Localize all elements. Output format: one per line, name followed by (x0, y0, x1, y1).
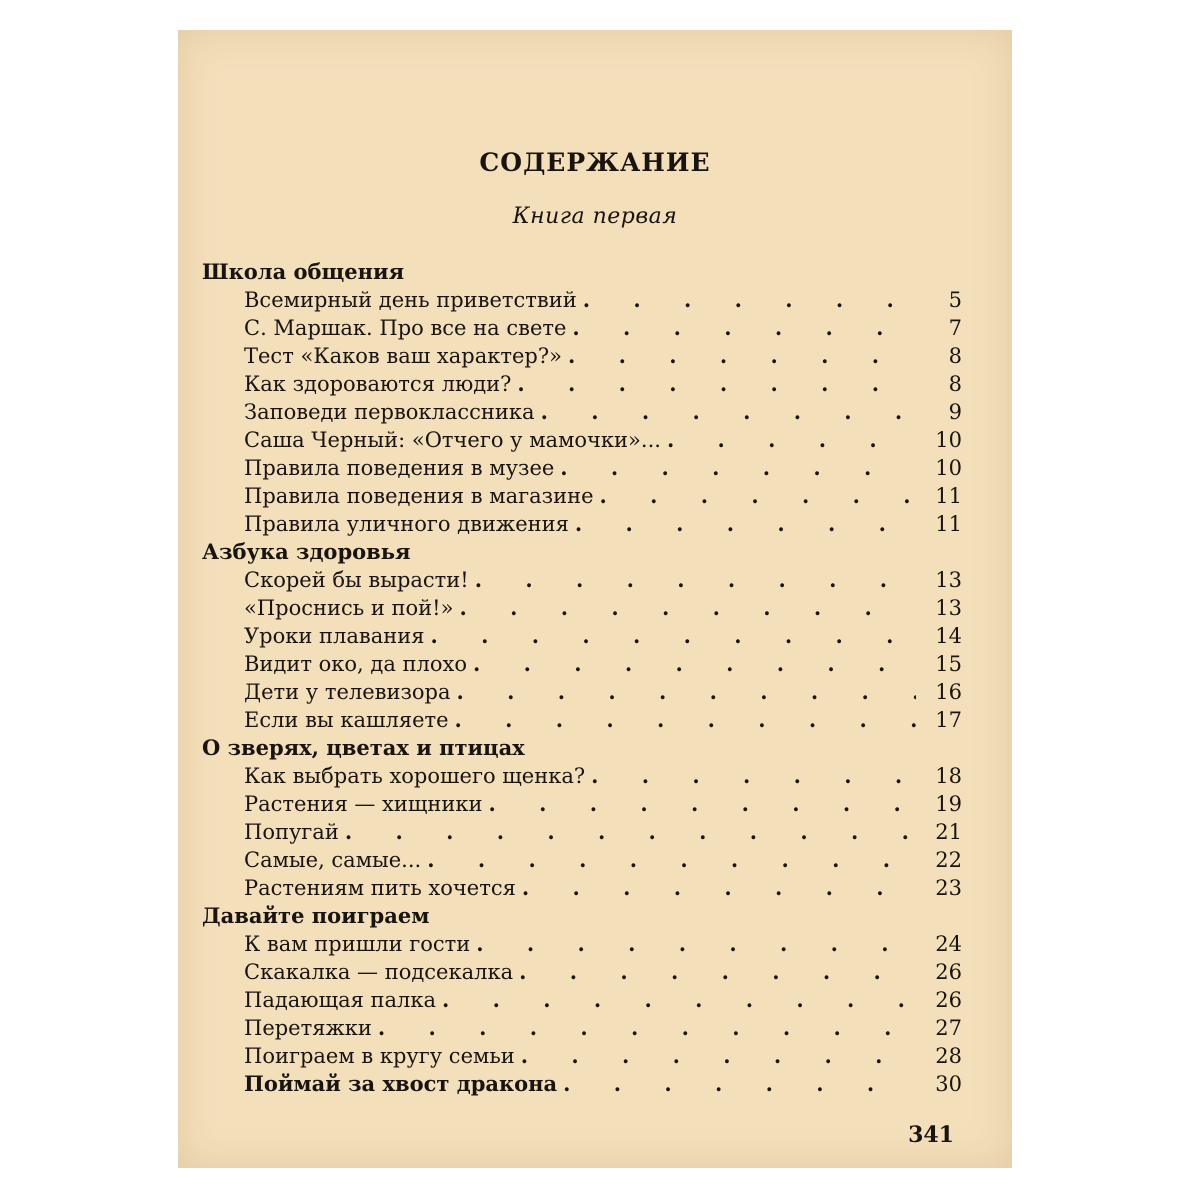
page-title: СОДЕРЖАНИЕ (479, 148, 711, 177)
entry-page: 5 (948, 288, 962, 312)
dot-leader (431, 622, 917, 650)
dot-leader (473, 650, 916, 678)
entry-page: 8 (948, 372, 962, 396)
toc-entry (202, 874, 962, 902)
toc-entry (202, 678, 962, 706)
entry-title: Как выбрать хорошего щенка? (244, 764, 586, 788)
entry-page: 17 (935, 708, 962, 732)
toc-entry (202, 846, 962, 874)
toc-entry (202, 650, 962, 678)
entry-title: Перетяжки (244, 1016, 372, 1040)
entry-page: 13 (935, 568, 962, 592)
dot-leader (517, 370, 916, 398)
dot-leader (519, 958, 916, 986)
toc-entry (202, 986, 962, 1014)
entry-page: 10 (935, 428, 962, 452)
dot-leader (572, 314, 916, 342)
dot-leader (541, 398, 916, 426)
entry-title: «Проснись и пой!» (244, 596, 454, 620)
entry-title: Скорей бы вырасти! (244, 568, 469, 592)
entry-page: 18 (935, 764, 962, 788)
entry-page: 24 (935, 932, 962, 956)
entry-title: Как здороваются люди? (244, 372, 512, 396)
entry-title: Падающая палка (244, 988, 437, 1012)
entry-title: Правила уличного движения (244, 512, 569, 536)
dot-leader (560, 454, 916, 482)
entry-title: Поймай за хвост дракона (244, 1071, 558, 1096)
entry-title: Всемирный день приветствий (244, 288, 577, 312)
toc-entry (202, 566, 962, 594)
toc-entry (202, 314, 962, 342)
table-of-contents (202, 258, 962, 1098)
dot-leader (521, 1042, 916, 1070)
dot-leader (591, 762, 916, 790)
entry-page: 16 (935, 680, 962, 704)
entry-title: Правила поведения в магазине (244, 484, 594, 508)
toc-entry (202, 342, 962, 370)
entry-page: 11 (935, 484, 962, 508)
entry-title: Правила поведения в музее (244, 456, 555, 480)
toc-entry (202, 1042, 962, 1070)
entry-title: Растения — хищники (244, 792, 483, 816)
toc-entry (202, 790, 962, 818)
dot-leader (667, 426, 916, 454)
entry-page: 21 (935, 820, 962, 844)
entry-page: 11 (935, 512, 962, 536)
entry-title: К вам пришли гости (244, 932, 471, 956)
dot-leader (459, 594, 916, 622)
entry-page: 10 (935, 456, 962, 480)
entry-title: Тест «Каков ваш характер?» (244, 344, 562, 368)
entry-page: 26 (935, 960, 962, 984)
entry-title: Скакалка — подсекалка (244, 960, 514, 984)
toc-entry (202, 1070, 962, 1098)
dot-leader (475, 566, 916, 594)
dot-leader (575, 510, 916, 538)
dot-leader (600, 482, 916, 510)
toc-entry (202, 1014, 962, 1042)
dot-leader (522, 874, 916, 902)
entry-page: 15 (935, 652, 962, 676)
toc-entry (202, 286, 962, 314)
entry-title: Саша Черный: «Отчего у мамочки»... (244, 428, 661, 452)
toc-entry (202, 958, 962, 986)
book-page (178, 30, 1012, 1168)
entry-title: Уроки плавания (244, 624, 425, 648)
section-title: Азбука здоровья (202, 539, 411, 564)
toc-entry (202, 706, 962, 734)
entry-page: 7 (948, 316, 962, 340)
entry-page: 14 (935, 624, 962, 648)
entry-page: 23 (935, 876, 962, 900)
entry-page: 8 (948, 344, 962, 368)
entry-title: Заповеди первоклассника (244, 400, 535, 424)
entry-title: Поиграем в кругу семьи (244, 1044, 515, 1068)
entry-page: 26 (935, 988, 962, 1012)
dot-leader (457, 678, 916, 706)
dot-leader (568, 342, 916, 370)
dot-leader (563, 1070, 916, 1098)
toc-entry (202, 818, 962, 846)
entry-title: Если вы кашляете (244, 708, 449, 732)
entry-title: Попугай (244, 820, 339, 844)
dot-leader (455, 706, 916, 734)
toc-entry (202, 762, 962, 790)
entry-title: Дети у телевизора (244, 680, 451, 704)
toc-entry (202, 622, 962, 650)
entry-page: 28 (935, 1044, 962, 1068)
dot-leader (427, 846, 916, 874)
toc-entry (202, 370, 962, 398)
toc-entry (202, 426, 962, 454)
entry-page: 13 (935, 596, 962, 620)
dot-leader (442, 986, 916, 1014)
entry-title: С. Маршак. Про все на свете (244, 316, 567, 340)
toc-entry (202, 398, 962, 426)
entry-page: 22 (935, 848, 962, 872)
dot-leader (345, 818, 916, 846)
entry-title: Видит око, да плохо (244, 652, 468, 676)
toc-entry (202, 930, 962, 958)
toc-entry (202, 482, 962, 510)
entry-page: 27 (935, 1016, 962, 1040)
entry-page: 19 (935, 792, 962, 816)
toc-entry (202, 510, 962, 538)
dot-leader (583, 286, 916, 314)
entry-page: 9 (948, 400, 962, 424)
book-subtitle: Книга первая (512, 204, 678, 229)
toc-entry (202, 594, 962, 622)
section-title: Давайте поиграем (202, 903, 430, 928)
section-title: Школа общения (202, 259, 405, 284)
dot-leader (378, 1014, 916, 1042)
dot-leader (476, 930, 916, 958)
entry-title: Растениям пить хочется (244, 876, 516, 900)
section-title: О зверях, цветах и птицах (202, 735, 525, 760)
dot-leader (489, 790, 916, 818)
entry-page: 30 (935, 1072, 962, 1096)
page-number: 341 (908, 1122, 954, 1148)
entry-title: Самые, самые... (244, 848, 422, 872)
toc-entry (202, 454, 962, 482)
